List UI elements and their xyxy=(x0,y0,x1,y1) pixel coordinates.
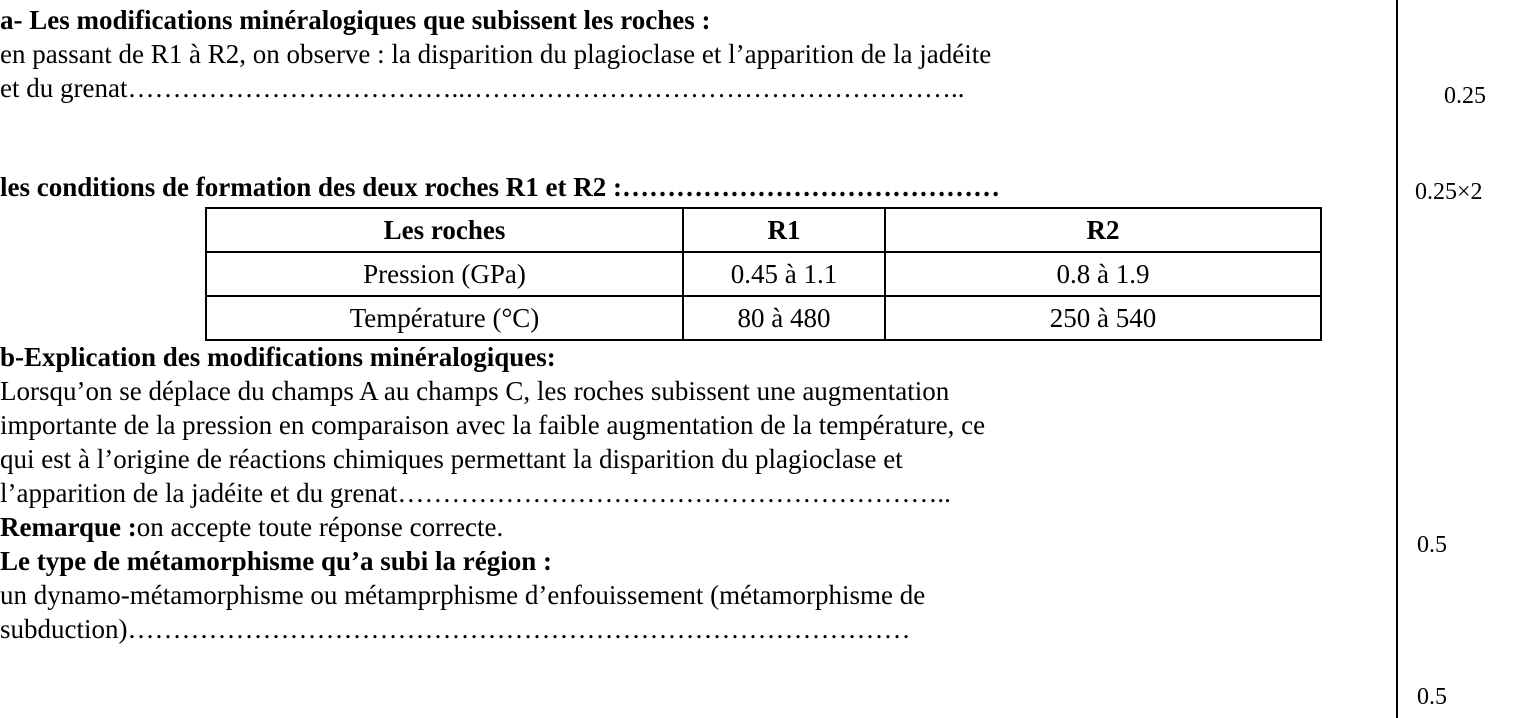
table-cell: 80 à 480 xyxy=(683,296,885,340)
formation-conditions-table xyxy=(205,207,1322,341)
conditions-score: 0.25×2 xyxy=(1415,179,1483,205)
metamorphism-type-score: 0.5 xyxy=(1417,684,1447,710)
conditions-heading: les conditions de formation des deux roches R1 et R2 :…………………………………… xyxy=(0,172,1000,202)
table-header-cell: R2 xyxy=(885,208,1321,252)
table-header-row xyxy=(206,208,1321,252)
section-a-line-2: et du grenat………………………………..……………………………………………….. xyxy=(0,73,965,103)
table-cell: 0.8 à 1.9 xyxy=(885,252,1321,296)
section-b-line-3: qui est à l’origine de réactions chimiques permettant la disparition du plagioclase et xyxy=(0,444,903,474)
metamorphism-type-heading: Le type de métamorphisme qu’a subi la région : xyxy=(0,546,552,576)
table-cell: 250 à 540 xyxy=(885,296,1321,340)
section-b-line-4: l’apparition de la jadéite et du grenat…………………………………………………….. xyxy=(0,478,951,508)
remark-text: on accepte toute réponse correcte. xyxy=(136,512,504,542)
table-cell: 0.45 à 1.1 xyxy=(683,252,885,296)
table-header-cell: R1 xyxy=(683,208,885,252)
section-b-line-1: Lorsqu’on se déplace du champs A au champs C, les roches subissent une augmentation xyxy=(0,376,950,406)
table-cell: Température (°C) xyxy=(206,296,683,340)
table-row xyxy=(206,296,1321,340)
table-row xyxy=(206,252,1321,296)
metamorphism-type-line-2: subduction)…………………………………………………………………………… xyxy=(0,614,911,644)
score-column-divider xyxy=(1396,0,1398,718)
section-b-line-2: importante de la pression en comparaison avec la faible augmentation de la température, ce xyxy=(0,410,986,440)
section-a-score: 0.25 xyxy=(1444,83,1486,109)
section-a-heading: a- Les modifications minéralogiques que subissent les roches : xyxy=(0,5,711,35)
section-b-heading: b-Explication des modifications minéralogiques: xyxy=(0,342,556,372)
remark xyxy=(0,511,503,544)
remark-label: Remarque : xyxy=(0,512,137,542)
table-header-cell: Les roches xyxy=(206,208,683,252)
section-b-score: 0.5 xyxy=(1417,532,1447,558)
metamorphism-type-line-1: un dynamo-métamorphisme ou métamprphisme d’enfouissement (métamorphisme de xyxy=(0,580,926,610)
table-cell: Pression (GPa) xyxy=(206,252,683,296)
section-a-line-1: en passant de R1 à R2, on observe : la disparition du plagioclase et l’apparition de la jadéite xyxy=(0,39,992,69)
